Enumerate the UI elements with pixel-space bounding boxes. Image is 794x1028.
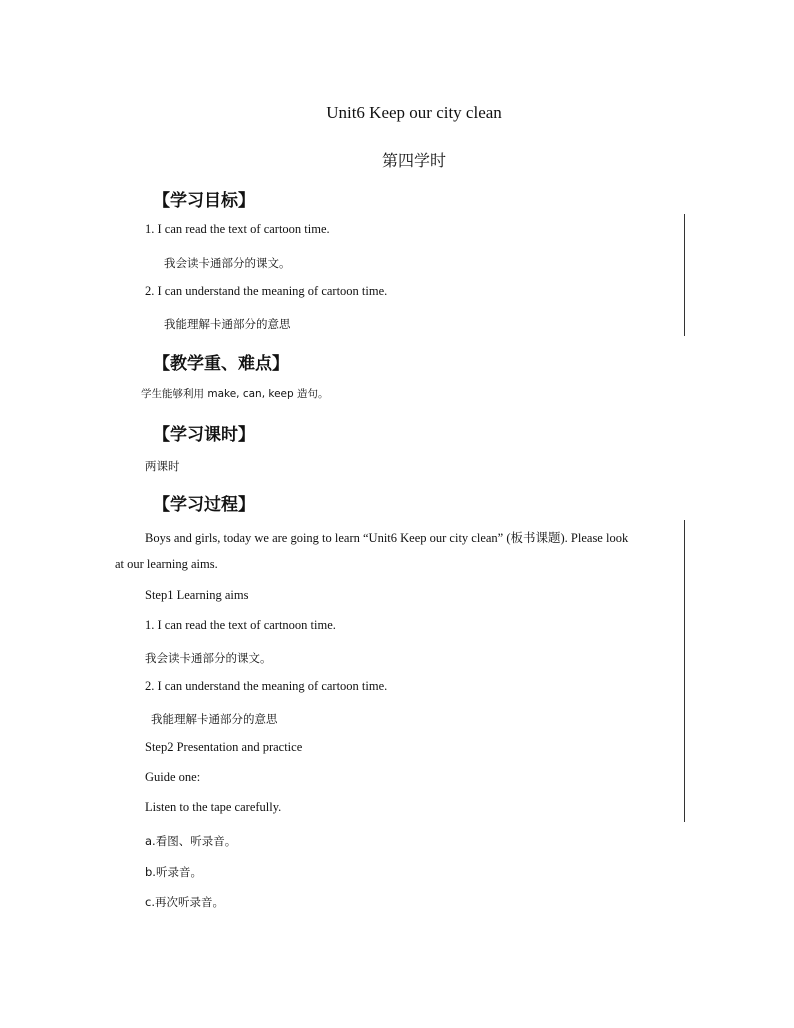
margin-line-2 [684,520,685,822]
guide-label: Guide one: [145,770,201,784]
aim-1-en: 1. I can read the text of cartnoon time. [145,618,336,632]
step2-label: Step2 Presentation and practice [145,740,303,754]
task-a: a.看图、听录音。 [145,834,237,848]
task-c: c.再次听录音。 [145,895,224,909]
aim-2-cn: 我能理解卡通部分的意思 [151,712,278,726]
step1-label: Step1 Learning aims [145,588,249,602]
margin-line [684,214,685,336]
key-points-heading: 【教学重、难点】 [153,354,289,374]
process-heading: 【学习过程】 [153,495,255,515]
process-intro-line1: Boys and girls, today we are going to learn “Unit6 Keep our city clean” (板书课题). Please look [145,531,629,545]
document-subtitle: 第四学时 [381,151,446,170]
key-points-text: 学生能够利用 make, can, keep 造句。 [141,388,329,400]
task-b: b.听录音。 [145,865,202,879]
aim-2-en: 2. I can understand the meaning of cartoon time. [145,679,388,693]
objective-1-en: 1. I can read the text of cartoon time. [145,222,330,236]
lesson-time-heading: 【学习课时】 [153,425,255,445]
lesson-time-text: 两课时 [145,459,180,473]
objective-1-cn: 我会读卡通部分的课文。 [164,256,291,270]
listen-instruction: Listen to the tape carefully. [145,800,282,814]
document-title: Unit6 Keep our city clean [326,103,502,122]
objective-2-en: 2. I can understand the meaning of cartoon time. [145,284,388,298]
aim-1-cn: 我会读卡通部分的课文。 [145,651,272,665]
process-intro-line2: at our learning aims. [115,557,218,571]
objective-2-cn: 我能理解卡通部分的意思 [164,317,291,331]
objectives-heading: 【学习目标】 [153,191,255,211]
